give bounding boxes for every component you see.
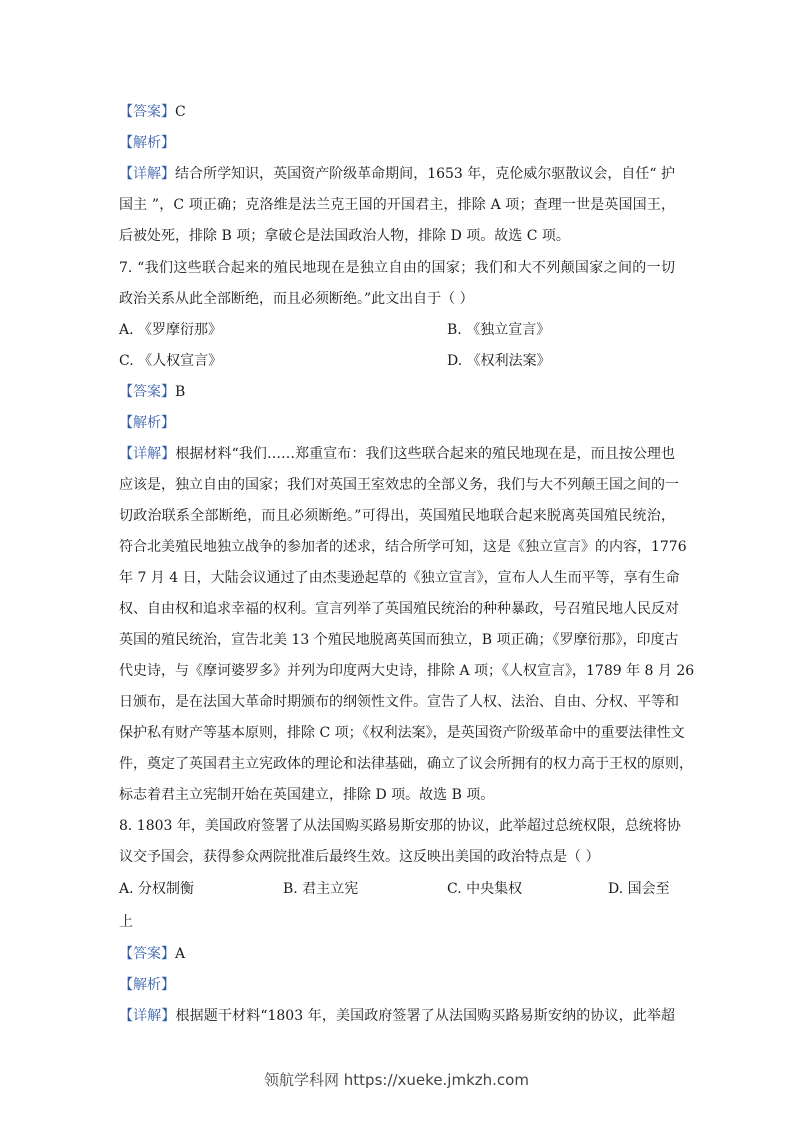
q6-answer — [119, 102, 186, 122]
q7-detail-line: 件，奠定了英国君主立宪政体的理论和法律基础，确立了议会所拥有的权力高于王权的原则， — [119, 756, 693, 772]
q6-detail-line: 后被处死，排除 B 项；拿破仑是法国政治人物，排除 D 项。故选 C 项。 — [119, 228, 570, 244]
q8-stem-line: 8. 1803 年，美国政府签署了从法国购买路易斯安那的协议，此举超过总统权限，总统将协 — [119, 818, 681, 834]
q7-detail-line: 保护私有财产等基本原则，排除 C 项；《权利法案》，是英国资产阶级革命中的重要法律性文 — [119, 725, 685, 741]
q7-option-b: B. 《独立宣言》 — [447, 322, 551, 338]
q7-detail-line: 年 7 月 4 日，大陆会议通过了由杰斐逊起草的《独立宣言》，宣布人人生而平等，享有生命 — [119, 570, 680, 586]
q7-detail-line: 代史诗，与《摩诃婆罗多》并列为印度两大史诗，排除 A 项；《人权宣言》，1789 年 8 月 26 — [119, 663, 695, 679]
q8-option-d: D. 国会至 — [608, 881, 670, 897]
q6-detail-line — [119, 164, 675, 184]
q7-detail-line: 切政治联系全部断绝，而且必须断绝。”可得出，英国殖民地联合起来脱离英国殖民统治， — [119, 508, 675, 524]
detail-text: 根据材料“我们……郑重宣布：我们这些联合起来的殖民地现在是，而且按公理也 — [175, 446, 676, 462]
q7-detail-line: 应该是，独立自由的国家；我们对英国王室效忠的全部义务，我们与大不列颠王国之间的一 — [119, 477, 679, 493]
answer-value: C — [175, 104, 186, 120]
answer-tag: 【答案】 — [119, 384, 175, 400]
answer-value: A — [175, 946, 186, 962]
q8-option-a: A. 分权制衡 — [119, 881, 195, 897]
q8-option-b: B. 君主立宪 — [283, 881, 359, 897]
q7-detail-line: 英国的殖民统治，宣告北美 13 个殖民地脱离英国而独立，B 项正确；《罗摩衍那》，印度古 — [119, 632, 679, 648]
q7-option-c: C. 《人权宣言》 — [119, 353, 223, 369]
answer-value: B — [175, 384, 186, 400]
q7-stem-line: 7. “我们这些联合起来的殖民地现在是独立自由的国家；我们和大不列颠国家之间的一切 — [119, 260, 675, 276]
q7-answer — [119, 382, 185, 402]
q6-detail-line: 国主 ”，C 项正确；克洛维是法兰克王国的开国君主，排除 A 项；查理一世是英国国王， — [119, 197, 675, 213]
detail-tag: 【详解】 — [119, 446, 176, 462]
q8-analysis-tag: 【解析】 — [119, 977, 175, 993]
q8-answer — [119, 944, 185, 964]
detail-tag: 【详解】 — [119, 166, 176, 182]
detail-text: 结合所学知识，英国资产阶级革命期间，1653 年，克伦威尔驱散议会，自任“ 护 — [175, 166, 676, 182]
detail-tag: 【详解】 — [119, 1008, 176, 1024]
q7-stem-line: 政治关系从此全部断绝，而且必须断绝。”此文出自于（ ） — [119, 291, 474, 307]
q7-detail-line — [119, 444, 675, 464]
detail-text: 根据题干材料“1803 年，美国政府签署了从法国购买路易斯安纳的协议，此举超 — [175, 1008, 676, 1024]
q7-detail-line: 符合北美殖民地独立战争的参加者的述求，结合所学可知，这是《独立宣言》的内容，1776 — [119, 539, 687, 555]
q6-analysis-tag: 【解析】 — [119, 135, 175, 151]
q7-option-a: A. 《罗摩衍那》 — [119, 322, 223, 338]
q8-option-d-wrap: 上 — [119, 914, 133, 930]
q7-analysis-tag: 【解析】 — [119, 415, 175, 431]
q8-option-c: C. 中央集权 — [447, 881, 523, 897]
q7-detail-line: 日颁布，是在法国大革命时期颁布的纲领性文件。宣告了人权、法治、自由、分权、平等和 — [119, 694, 679, 710]
q7-option-d: D. 《权利法案》 — [447, 353, 551, 369]
answer-tag: 【答案】 — [119, 946, 175, 962]
q7-detail-line: 标志着君主立宪制开始在英国建立，排除 D 项。故选 B 项。 — [119, 787, 495, 803]
q8-stem-line: 议交予国会，获得参众两院批准后最终生效。这反映出美国的政治特点是（ ） — [119, 849, 600, 865]
answer-tag: 【答案】 — [119, 104, 175, 120]
q7-detail-line: 权、自由权和追求幸福的权利。宣言列举了英国殖民统治的种种暴政，号召殖民地人民反对 — [119, 601, 679, 617]
page-footer: 领航学科网 https://xueke.jmkzh.com — [264, 1071, 529, 1089]
q8-detail-line — [119, 1006, 675, 1026]
